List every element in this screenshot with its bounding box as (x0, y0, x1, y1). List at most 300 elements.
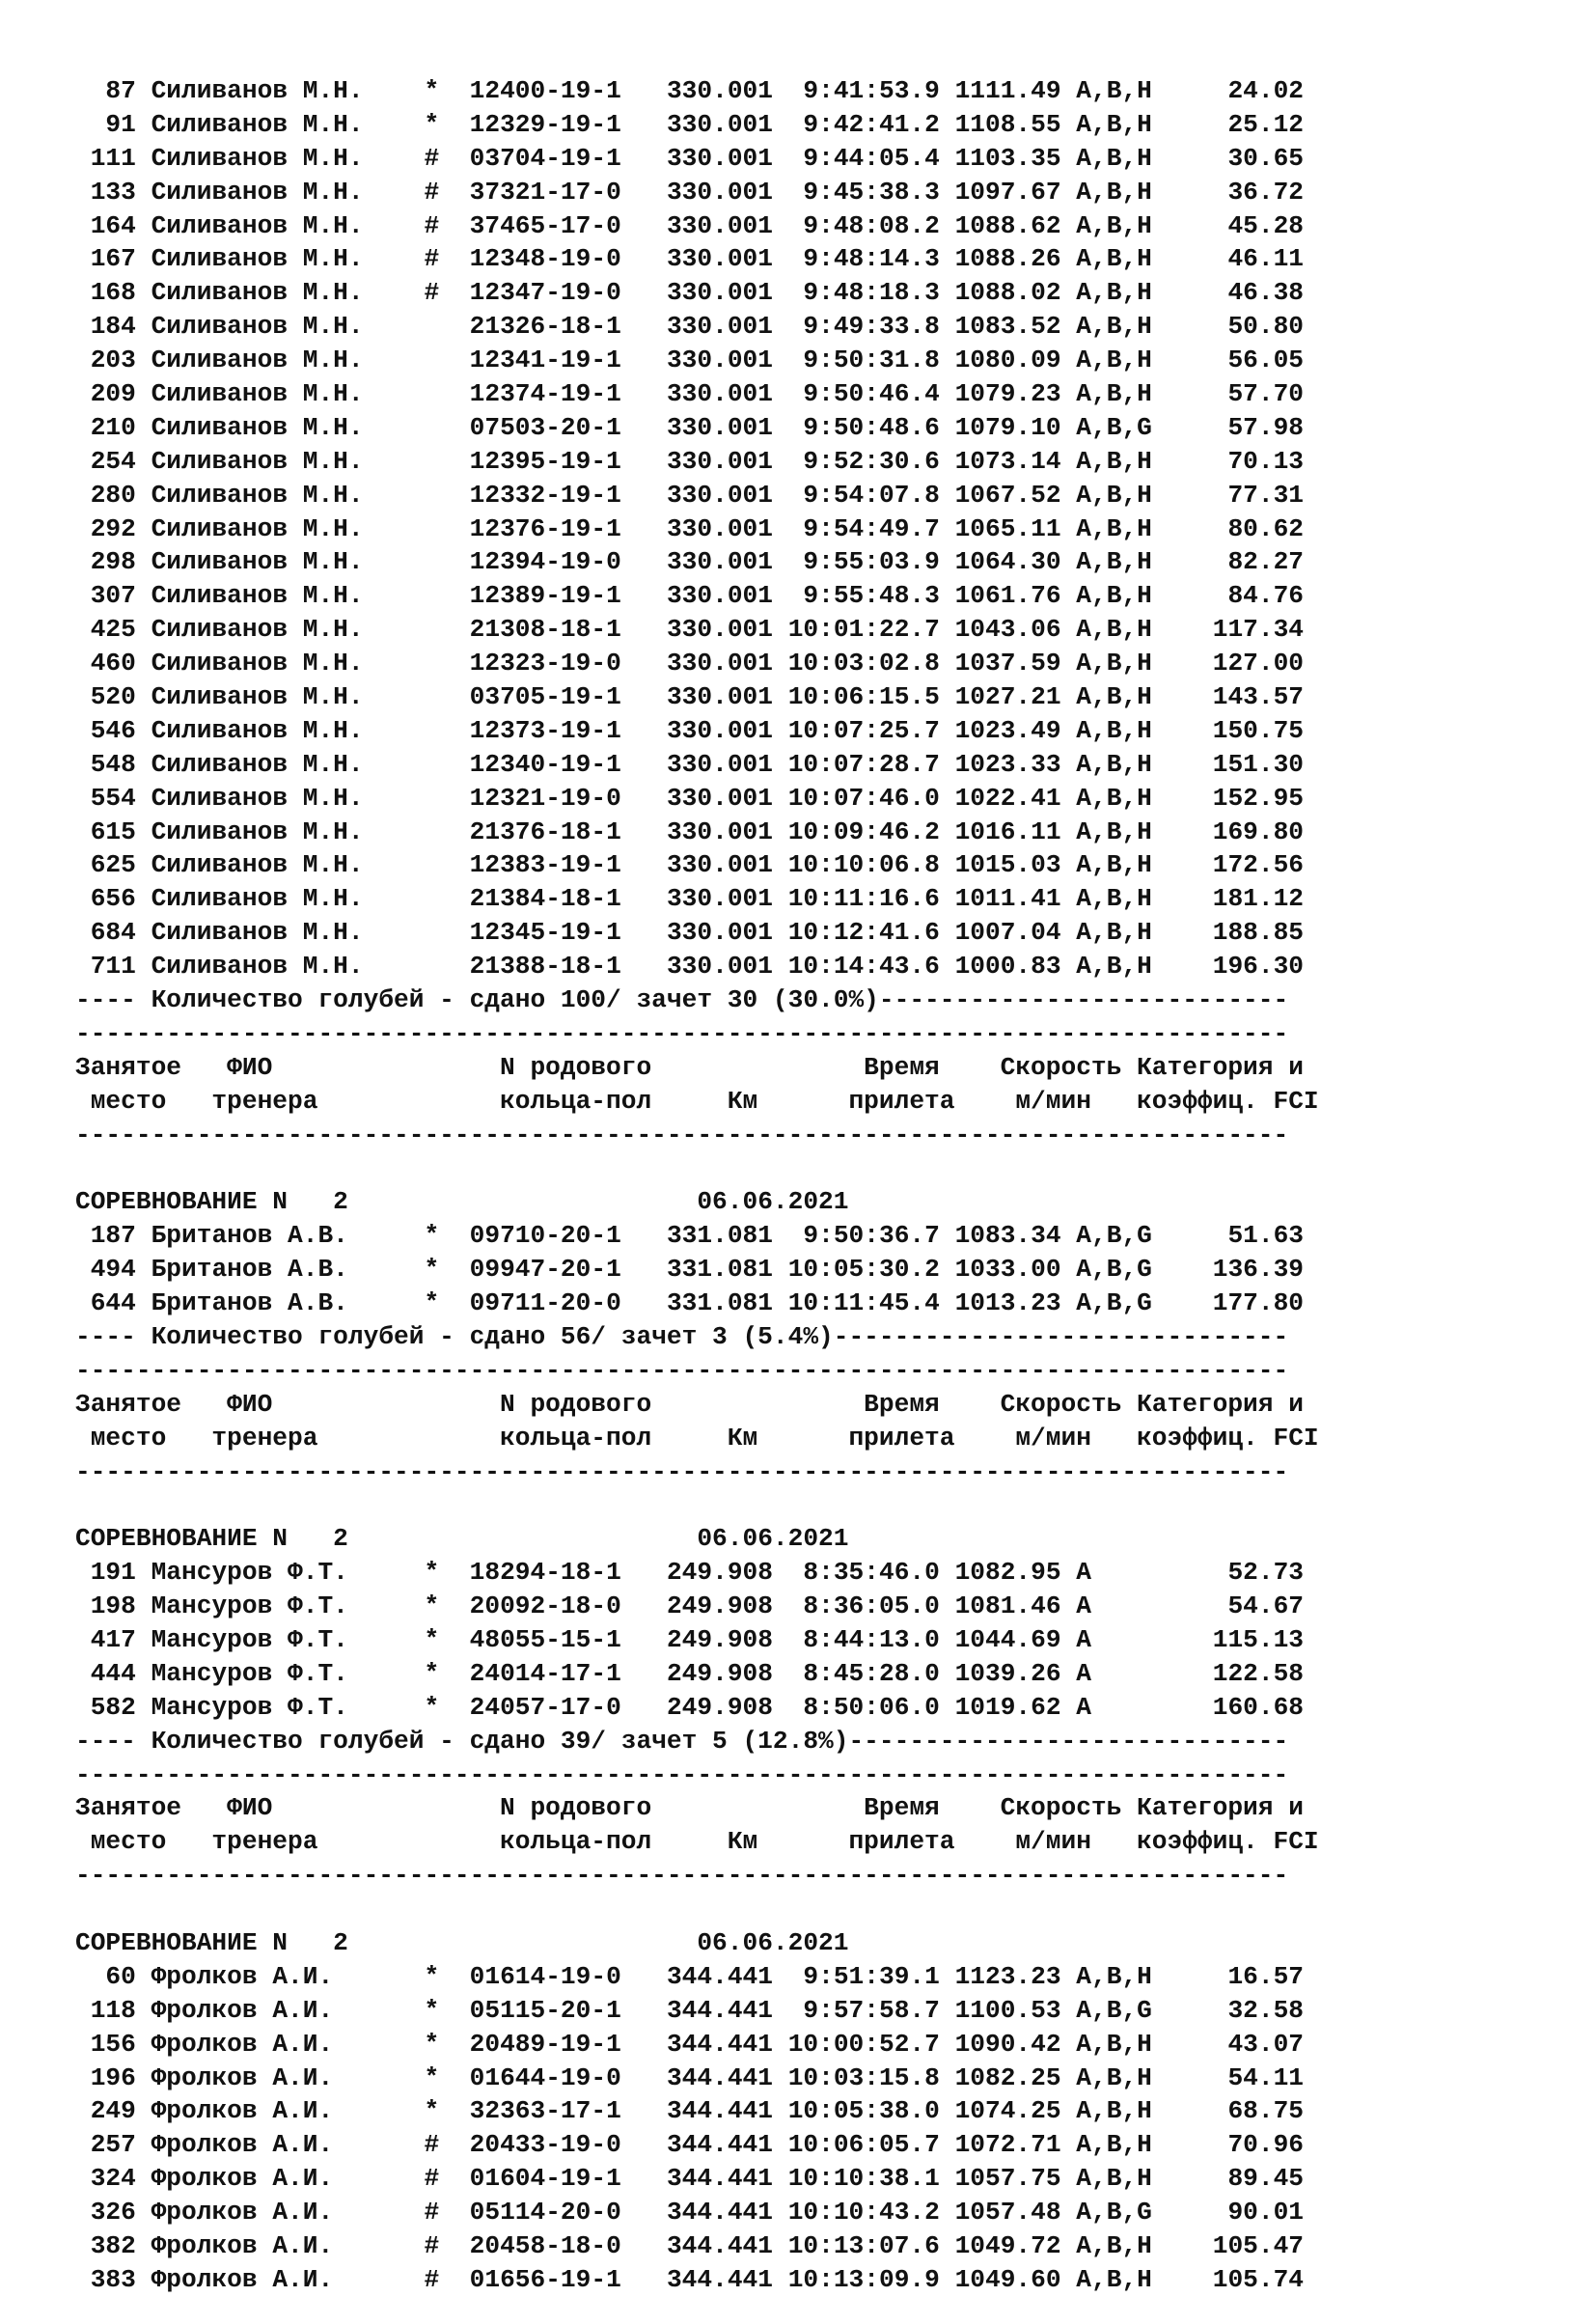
gap (136, 1657, 151, 1691)
gap (136, 2263, 151, 2297)
category-cell: A (1076, 1658, 1152, 1688)
km-cell: 344.441 (666, 2130, 773, 2160)
time-cell: 10:07:28.7 (787, 749, 940, 779)
gap (621, 479, 667, 512)
mark-cell (424, 748, 439, 782)
gap (1061, 950, 1077, 983)
trainer-cell: Силиванов М.Н. (151, 816, 379, 846)
gap (1061, 2229, 1077, 2263)
gap (621, 1623, 667, 1657)
time-cell: 9:48:18.3 (787, 278, 940, 308)
gap (378, 411, 424, 445)
km-cell: 330.001 (666, 480, 773, 510)
gap (1061, 816, 1077, 849)
fci-cell: 70.96 (1151, 2130, 1305, 2160)
km-cell: 249.908 (666, 1658, 773, 1688)
result-row (75, 479, 1319, 512)
gap (439, 680, 469, 714)
rule-line: -------------------------------------------------------------------------------- (75, 1018, 1289, 1048)
time-cell: 10:07:46.0 (787, 783, 940, 813)
km-cell: 344.441 (666, 2062, 773, 2092)
ring-cell: 09947-20-1 (469, 1255, 621, 1285)
result-row (75, 2263, 1319, 2297)
place-cell: 494 (75, 1255, 136, 1285)
category-cell: A,B,H (1076, 210, 1152, 240)
gap (621, 276, 667, 310)
category-cell: A,B,H (1076, 615, 1152, 645)
gap (773, 479, 788, 512)
fci-cell: 46.11 (1151, 244, 1305, 274)
trainer-cell: Силиванов М.Н. (151, 278, 379, 308)
trainer-cell: Фролков А.И. (151, 1995, 379, 2025)
place-cell: 210 (75, 412, 136, 442)
mark-cell: # (424, 2164, 440, 2194)
gap (621, 310, 667, 344)
gap (773, 310, 788, 344)
speed-cell: 1000.83 (954, 952, 1061, 982)
gap (1061, 2028, 1077, 2062)
gap (773, 613, 788, 647)
fci-cell: 90.01 (1151, 2198, 1305, 2228)
speed-cell: 1065.11 (954, 513, 1061, 543)
gap (378, 1623, 424, 1657)
mark-cell (424, 512, 439, 546)
gap (378, 2062, 424, 2095)
gap (378, 1253, 424, 1287)
time-cell: 10:13:09.9 (787, 2264, 940, 2294)
place-cell: 548 (75, 749, 136, 779)
results-printout (75, 74, 1319, 2297)
gap (136, 2094, 151, 2128)
fci-cell: 172.56 (1151, 850, 1305, 880)
category-cell: A,B,H (1076, 446, 1152, 476)
trainer-cell: Силиванов М.Н. (151, 918, 379, 948)
km-cell: 330.001 (666, 715, 773, 745)
gap (621, 512, 667, 546)
mark-cell: * (424, 1221, 440, 1251)
gap (378, 950, 424, 983)
gap (773, 512, 788, 546)
category-cell: A,B,H (1076, 2062, 1152, 2092)
mark-cell (424, 411, 439, 445)
speed-cell: 1057.75 (954, 2164, 1061, 2194)
result-row (75, 882, 1319, 916)
ring-cell: 20433-19-0 (469, 2130, 621, 2160)
mark-cell: # (424, 2231, 440, 2260)
result-row (75, 2128, 1319, 2162)
trainer-cell: Фролков А.И. (151, 2062, 379, 2092)
trainer-cell: Силиванов М.Н. (151, 143, 379, 173)
trainer-cell: Британов А.В. (151, 1255, 379, 1285)
gap (621, 545, 667, 579)
result-row (75, 377, 1319, 411)
gap (136, 1691, 151, 1725)
result-row (75, 209, 1319, 243)
gap (136, 74, 151, 108)
rule-line: -------------------------------------------------------------------------------- (75, 1759, 1289, 1789)
trainer-cell: Силиванов М.Н. (151, 109, 379, 139)
gap (378, 377, 424, 411)
mark-cell: # (424, 2130, 440, 2160)
gap (621, 209, 667, 243)
summary-line: ---- Количество голубей - сдано 39/ зачет 5 (12.8%)----------------------------- (75, 1726, 1289, 1756)
speed-cell: 1007.04 (954, 918, 1061, 948)
fci-cell: 80.62 (1151, 513, 1305, 543)
gap (439, 512, 469, 546)
category-cell: A,B,H (1076, 682, 1152, 712)
gap (621, 2196, 667, 2229)
gap (1061, 647, 1077, 680)
fci-cell: 70.13 (1151, 446, 1305, 476)
gap (136, 344, 151, 377)
gap (439, 613, 469, 647)
mark-cell: # (424, 143, 440, 173)
trainer-cell: Силиванов М.Н. (151, 783, 379, 813)
trainer-cell: Фролков А.И. (151, 2264, 379, 2294)
gap (378, 310, 424, 344)
gap (940, 512, 955, 546)
result-row (75, 176, 1319, 209)
trainer-cell: Фролков А.И. (151, 2130, 379, 2160)
gap (621, 142, 667, 176)
gap (940, 1287, 955, 1320)
mark-cell (424, 950, 439, 983)
ring-cell: 01604-19-1 (469, 2164, 621, 2194)
place-cell: 167 (75, 244, 136, 274)
gap (940, 545, 955, 579)
mark-cell: * (424, 1624, 440, 1654)
fci-cell: 46.38 (1151, 278, 1305, 308)
gap (1061, 242, 1077, 276)
gap (940, 1590, 955, 1623)
trainer-cell: Силиванов М.Н. (151, 547, 379, 577)
speed-cell: 1081.46 (954, 1591, 1061, 1621)
ring-cell: 24057-17-0 (469, 1692, 621, 1722)
result-row (75, 950, 1319, 983)
trainer-cell: Силиванов М.Н. (151, 513, 379, 543)
fci-cell: 36.72 (1151, 177, 1305, 207)
time-cell: 9:50:36.7 (787, 1221, 940, 1251)
fci-cell: 51.63 (1151, 1221, 1305, 1251)
gap (621, 1556, 667, 1590)
gap (621, 2028, 667, 2062)
result-row (75, 816, 1319, 849)
gap (136, 310, 151, 344)
place-cell: 324 (75, 2164, 136, 2194)
gap (773, 176, 788, 209)
gap (378, 1590, 424, 1623)
result-row (75, 276, 1319, 310)
gap (1061, 411, 1077, 445)
km-cell: 330.001 (666, 244, 773, 274)
mark-cell (424, 816, 439, 849)
km-cell: 330.001 (666, 312, 773, 342)
ring-cell: 48055-15-1 (469, 1624, 621, 1654)
mark-cell: * (424, 76, 440, 105)
category-cell: A,B,H (1076, 379, 1152, 409)
fci-cell: 105.74 (1151, 2264, 1305, 2294)
gap (1061, 176, 1077, 209)
result-row (75, 647, 1319, 680)
time-cell: 8:36:05.0 (787, 1591, 940, 1621)
km-cell: 330.001 (666, 884, 773, 914)
gap (439, 1960, 469, 1994)
km-cell: 330.001 (666, 952, 773, 982)
mark-cell: * (424, 109, 440, 139)
place-cell: 554 (75, 783, 136, 813)
column-header-line: Занятое ФИО N родового Время Скорость Категория и (75, 1389, 1304, 1419)
gap (136, 545, 151, 579)
speed-cell: 1079.10 (954, 412, 1061, 442)
gap (621, 2062, 667, 2095)
km-cell: 249.908 (666, 1558, 773, 1588)
gap (136, 680, 151, 714)
time-cell: 10:03:15.8 (787, 2062, 940, 2092)
gap (439, 1623, 469, 1657)
time-cell: 10:10:06.8 (787, 850, 940, 880)
result-row (75, 613, 1319, 647)
gap (621, 647, 667, 680)
gap (773, 579, 788, 613)
rule-line: -------------------------------------------------------------------------------- (75, 1456, 1289, 1486)
gap (773, 1219, 788, 1253)
gap (136, 1287, 151, 1320)
gap (940, 377, 955, 411)
time-cell: 9:45:38.3 (787, 177, 940, 207)
gap (378, 1960, 424, 1994)
speed-cell: 1088.02 (954, 278, 1061, 308)
category-cell: A,B,G (1076, 1288, 1152, 1318)
competition-date: 06.06.2021 (697, 1524, 849, 1554)
ring-cell: 12376-19-1 (469, 513, 621, 543)
fci-cell: 115.13 (1151, 1624, 1305, 1654)
gap (378, 1994, 424, 2028)
gap (940, 647, 955, 680)
ring-cell: 12348-19-0 (469, 244, 621, 274)
gap (1061, 479, 1077, 512)
competition-header (75, 1926, 1319, 1960)
time-cell: 10:06:05.7 (787, 2130, 940, 2160)
category-cell: A,B,H (1076, 2096, 1152, 2126)
time-cell: 8:50:06.0 (787, 1692, 940, 1722)
gap (773, 2028, 788, 2062)
km-cell: 344.441 (666, 2198, 773, 2228)
category-cell: A,B,H (1076, 480, 1152, 510)
trainer-cell: Силиванов М.Н. (151, 177, 379, 207)
gap (773, 782, 788, 816)
place-cell: 582 (75, 1692, 136, 1722)
speed-cell: 1043.06 (954, 615, 1061, 645)
time-cell: 10:11:45.4 (787, 1288, 940, 1318)
speed-cell: 1044.69 (954, 1624, 1061, 1654)
gap (940, 1994, 955, 2028)
km-cell: 330.001 (666, 816, 773, 846)
category-cell: A,B,H (1076, 749, 1152, 779)
gap (773, 2062, 788, 2095)
gap (439, 1253, 469, 1287)
result-row (75, 2094, 1319, 2128)
gap (378, 142, 424, 176)
gap (1061, 714, 1077, 748)
fci-cell: 136.39 (1151, 1255, 1305, 1285)
category-cell: A,B,G (1076, 1995, 1152, 2025)
ring-cell: 12374-19-1 (469, 379, 621, 409)
gap (940, 74, 955, 108)
gap (940, 1556, 955, 1590)
category-cell: A,B,H (1076, 850, 1152, 880)
gap (136, 647, 151, 680)
speed-cell: 1027.21 (954, 682, 1061, 712)
speed-cell: 1082.25 (954, 2062, 1061, 2092)
gap (940, 1960, 955, 1994)
time-cell: 9:48:14.3 (787, 244, 940, 274)
gap (621, 1590, 667, 1623)
gap (773, 74, 788, 108)
speed-cell: 1097.67 (954, 177, 1061, 207)
gap (773, 545, 788, 579)
mark-cell (424, 916, 439, 950)
result-row (75, 108, 1319, 142)
gap (378, 2028, 424, 2062)
mark-cell: * (424, 1658, 440, 1688)
gap (1061, 848, 1077, 882)
ring-cell: 24014-17-1 (469, 1658, 621, 1688)
time-cell: 9:49:33.8 (787, 312, 940, 342)
gap (378, 2128, 424, 2162)
fci-cell: 105.47 (1151, 2231, 1305, 2260)
place-cell: 187 (75, 1221, 136, 1251)
km-cell: 344.441 (666, 1961, 773, 1991)
gap (378, 1219, 424, 1253)
gap (940, 680, 955, 714)
speed-cell: 1019.62 (954, 1692, 1061, 1722)
gap (940, 916, 955, 950)
gap (773, 1960, 788, 1994)
place-cell: 191 (75, 1558, 136, 1588)
gap (1061, 377, 1077, 411)
fci-cell: 54.67 (1151, 1591, 1305, 1621)
gap (940, 1623, 955, 1657)
gap (621, 782, 667, 816)
trainer-cell: Силиванов М.Н. (151, 749, 379, 779)
trainer-cell: Фролков А.И. (151, 1961, 379, 1991)
gap (439, 242, 469, 276)
mark-cell (424, 647, 439, 680)
category-cell: A,B,H (1076, 649, 1152, 678)
gap (378, 2263, 424, 2297)
km-cell: 249.908 (666, 1591, 773, 1621)
gap (439, 108, 469, 142)
gap (378, 2094, 424, 2128)
gap (773, 848, 788, 882)
category-cell: A,B,H (1076, 816, 1152, 846)
place-cell: 292 (75, 513, 136, 543)
mark-cell (424, 344, 439, 377)
gap (439, 1590, 469, 1623)
mark-cell: * (424, 1558, 440, 1588)
gap (378, 848, 424, 882)
blank-line (75, 1488, 1319, 1522)
speed-cell: 1079.23 (954, 379, 1061, 409)
gap (621, 1960, 667, 1994)
speed-cell: 1022.41 (954, 783, 1061, 813)
place-cell: 198 (75, 1591, 136, 1621)
gap (621, 2229, 667, 2263)
gap (621, 74, 667, 108)
place-cell: 326 (75, 2198, 136, 2228)
gap (378, 74, 424, 108)
gap (621, 176, 667, 209)
km-cell: 331.081 (666, 1255, 773, 1285)
gap (439, 647, 469, 680)
gap (136, 242, 151, 276)
gap (136, 613, 151, 647)
gap (1061, 748, 1077, 782)
gap (1061, 1590, 1077, 1623)
place-cell: 254 (75, 446, 136, 476)
ring-cell: 20489-19-1 (469, 2029, 621, 2059)
speed-cell: 1083.34 (954, 1221, 1061, 1251)
result-row (75, 714, 1319, 748)
place-cell: 164 (75, 210, 136, 240)
fci-cell: 50.80 (1151, 312, 1305, 342)
time-cell: 10:14:43.6 (787, 952, 940, 982)
gap (136, 512, 151, 546)
ring-cell: 21326-18-1 (469, 312, 621, 342)
ring-cell: 03705-19-1 (469, 682, 621, 712)
gap (136, 748, 151, 782)
fci-cell: 84.76 (1151, 581, 1305, 611)
gap (1061, 782, 1077, 816)
gap (1061, 445, 1077, 479)
gap (940, 579, 955, 613)
gap (136, 445, 151, 479)
summary-line: ---- Количество голубей - сдано 100/ зачет 30 (30.0%)--------------------------- (75, 985, 1289, 1015)
gap (136, 209, 151, 243)
gap (621, 579, 667, 613)
gap (378, 714, 424, 748)
gap (940, 613, 955, 647)
km-cell: 249.908 (666, 1624, 773, 1654)
place-cell: 60 (75, 1961, 136, 1991)
ring-cell: 05114-20-0 (469, 2198, 621, 2228)
gap (940, 2094, 955, 2128)
gap (773, 2162, 788, 2196)
category-cell: A,B,H (1076, 109, 1152, 139)
km-cell: 330.001 (666, 379, 773, 409)
speed-cell: 1061.76 (954, 581, 1061, 611)
result-row (75, 1590, 1319, 1623)
gap (378, 276, 424, 310)
gap (378, 2229, 424, 2263)
gap (940, 479, 955, 512)
mark-cell: * (424, 2062, 440, 2092)
ring-cell: 07503-20-1 (469, 412, 621, 442)
fci-cell: 150.75 (1151, 715, 1305, 745)
fci-cell: 152.95 (1151, 783, 1305, 813)
fci-cell: 57.70 (1151, 379, 1305, 409)
mark-cell (424, 782, 439, 816)
category-cell: A,B,H (1076, 2164, 1152, 2194)
time-cell: 10:00:52.7 (787, 2029, 940, 2059)
speed-cell: 1088.26 (954, 244, 1061, 274)
result-row (75, 1657, 1319, 1691)
speed-cell: 1074.25 (954, 2096, 1061, 2126)
category-cell: A,B,H (1076, 2029, 1152, 2059)
category-cell: A,B,H (1076, 2264, 1152, 2294)
gap (136, 2229, 151, 2263)
fci-cell: 188.85 (1151, 918, 1305, 948)
